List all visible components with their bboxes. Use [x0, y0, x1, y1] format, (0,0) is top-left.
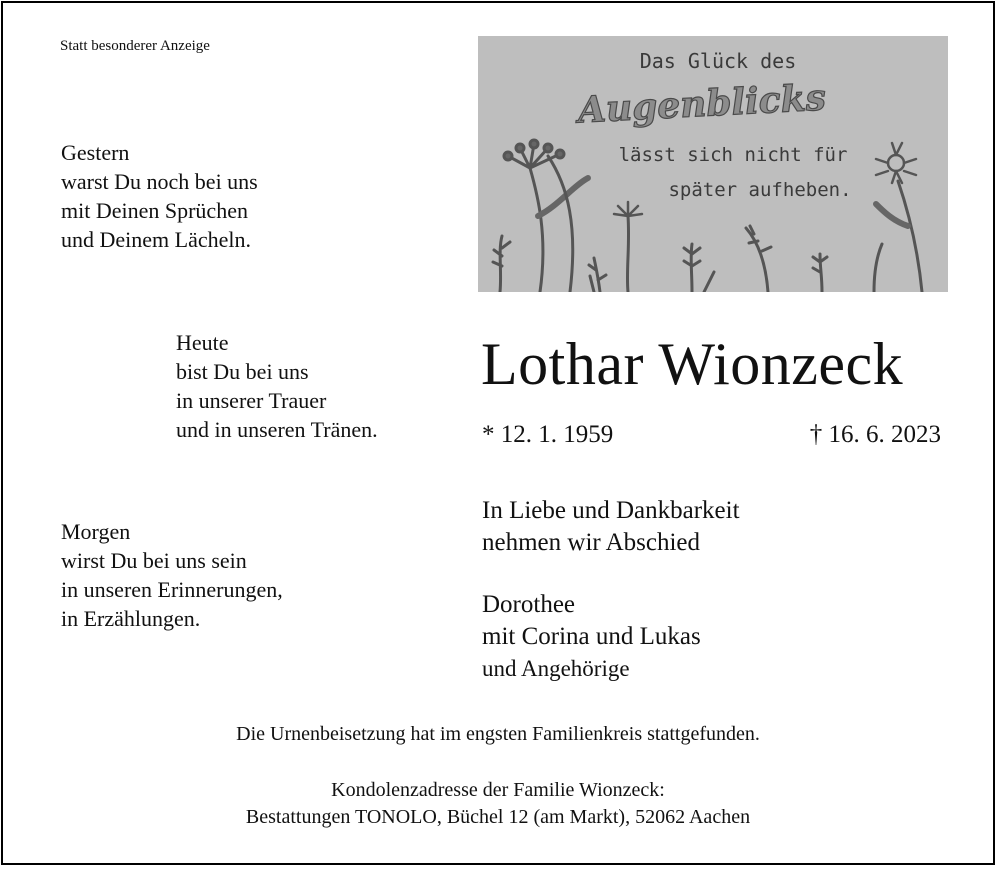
poem-line: wirst Du bei uns sein — [61, 548, 247, 573]
poem-stanza-yesterday — [61, 138, 258, 254]
poem-line: warst Du noch bei uns — [61, 169, 258, 194]
poem-stanza-today — [176, 328, 378, 444]
picture-text-line-2: Augenblicks — [576, 76, 827, 132]
picture-text-line-4: später aufheben. — [668, 179, 852, 201]
mourner-line: Dorothee — [482, 591, 576, 618]
farewell-line: In Liebe und Dankbarkeit — [482, 497, 740, 524]
picture-text-line-1: Das Glück des — [639, 49, 797, 73]
poem-line: bist Du bei uns — [176, 359, 309, 384]
condolence-address — [3, 777, 993, 831]
burial-note-text: Die Urnenbeisetzung hat im engsten Familienkreis stattgefunden. — [236, 723, 760, 745]
poem-line: Morgen — [61, 519, 131, 544]
poem-line: Heute — [176, 330, 229, 355]
poem-line: Gestern — [61, 140, 130, 165]
burial-note — [3, 721, 993, 748]
quote-picture — [478, 36, 948, 292]
header-note: Statt besonderer Anzeige — [60, 38, 210, 54]
poem-line: in unseren Erinnerungen, — [61, 577, 283, 602]
poem-stanza-tomorrow — [61, 517, 283, 633]
picture-text-line-3: lässt sich nicht für — [618, 144, 848, 166]
mourners-list — [482, 589, 701, 685]
poem-line: und Deinem Lächeln. — [61, 227, 251, 252]
condolence-address-line: Bestattungen TONOLO, Büchel 12 (am Markt), 52062 Aachen — [245, 806, 751, 828]
farewell-text — [482, 495, 740, 559]
poem-line: in unserer Trauer — [176, 388, 327, 413]
death-date: † 16. 6. 2023 — [809, 421, 941, 448]
deceased-name: Lothar Wionzeck — [481, 331, 904, 397]
farewell-line: nehmen wir Abschied — [482, 529, 701, 556]
poem-line: mit Deinen Sprüchen — [61, 198, 248, 223]
poem-line: in Erzählungen. — [61, 606, 201, 631]
mourner-line: und Angehörige — [482, 656, 630, 681]
poem-line: und in unseren Tränen. — [176, 417, 378, 442]
obituary-notice — [1, 1, 995, 865]
birth-date: * 12. 1. 1959 — [482, 421, 614, 448]
mourner-line: mit Corina und Lukas — [482, 623, 701, 650]
condolence-title: Kondolenzadresse der Familie Wionzeck: — [331, 779, 665, 801]
